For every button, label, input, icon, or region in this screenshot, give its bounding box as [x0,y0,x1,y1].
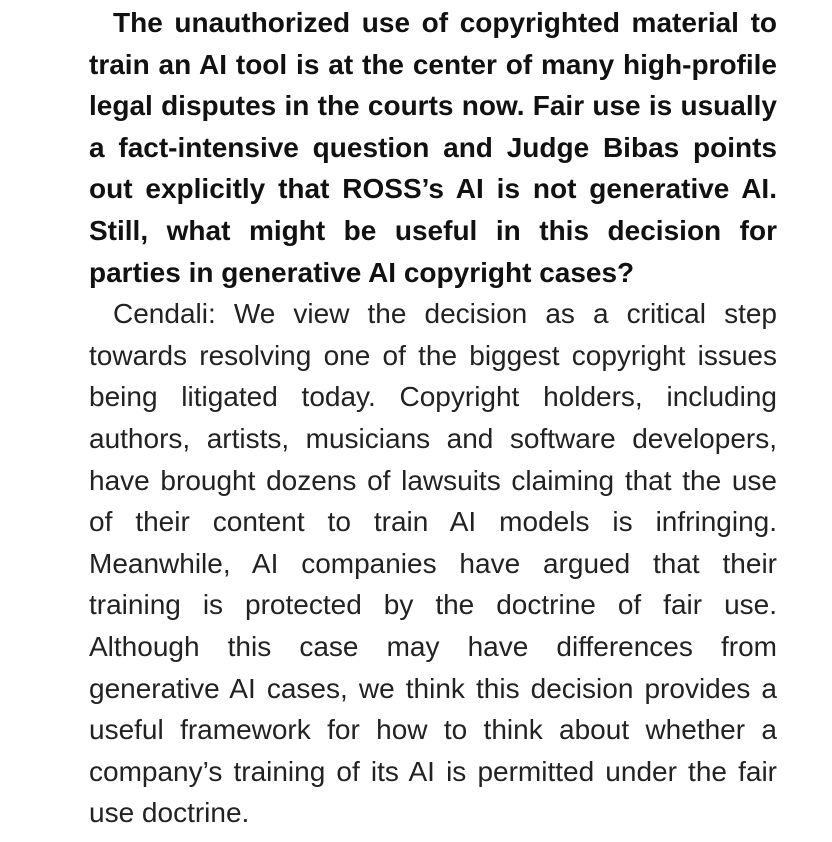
interview-answer: Cendali: We view the decision as a critical step towards resolving one of the biggest copyright issues being litigated today. Copyright holders, including authors, artists, musicians and software developers, have brought dozens of lawsuits claiming that the use of their content to train AI models is infringing. Meanwhile, AI companies have argued that their training is protected by the doctrine of fair use. Although this case may have differences from generative AI cases, we think this decision provides a useful framework for how to think about whether a company’s training of its AI is permitted under the fair use doctrine. [89,298,777,829]
interview-question: The unauthorized use of copyrighted material to train an AI tool is at the center of many high-profile legal disputes in the courts now. Fair use is usually a fact-intensive question and Judge Bibas points out explicitly that ROSS’s AI is not generative AI. Still, what might be useful in this decision for parties in generative AI copyright cases? [89,7,777,288]
article-body [89,2,777,834]
